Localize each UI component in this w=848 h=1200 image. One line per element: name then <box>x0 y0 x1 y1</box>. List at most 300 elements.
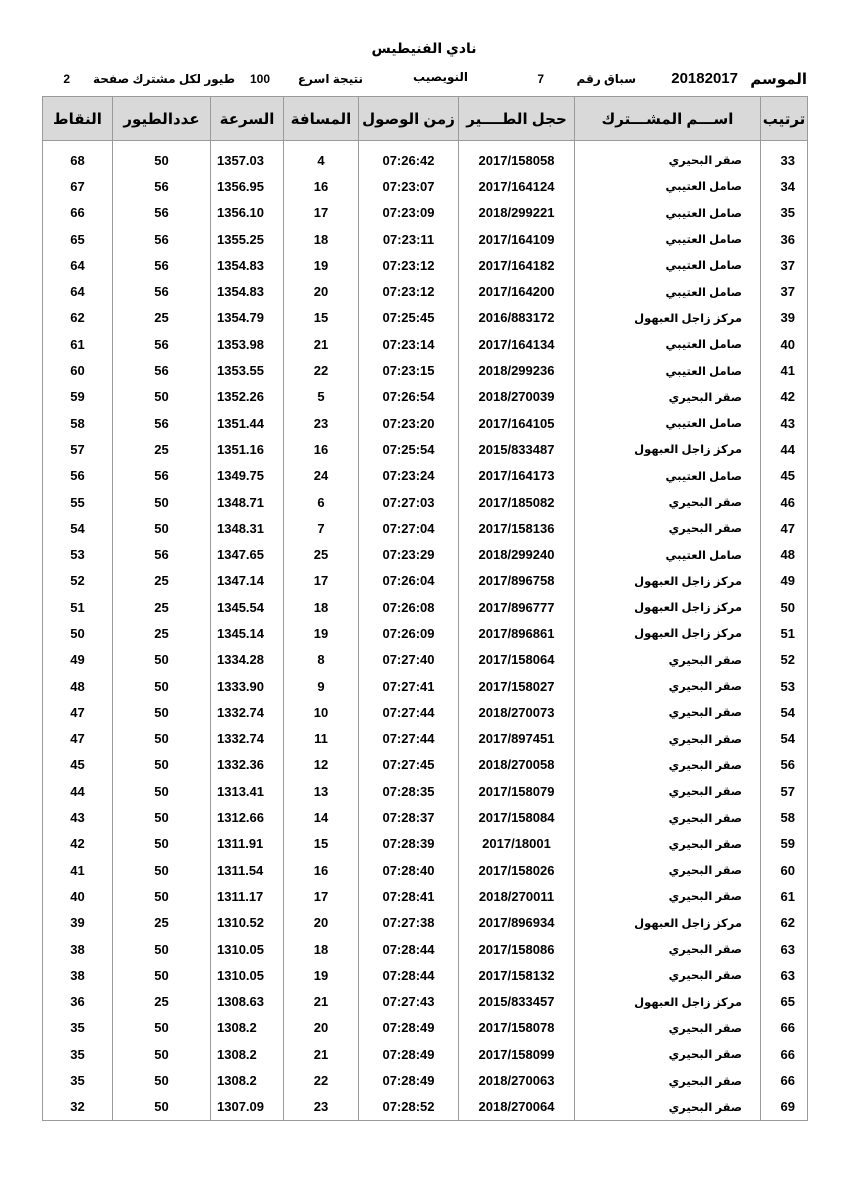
cell-ring: 2017/896861 <box>459 620 575 646</box>
cell-arrival-time: 07:26:42 <box>359 147 459 173</box>
cell-ring: 2017/158099 <box>459 1041 575 1067</box>
cell-points: 59 <box>43 384 113 410</box>
cell-ring: 2017/158026 <box>459 857 575 883</box>
col-header-ring: حجل الطــــير <box>459 97 575 141</box>
cell-birds: 25 <box>113 620 211 646</box>
table-row <box>43 252 808 278</box>
cell-arrival-time: 07:23:12 <box>359 278 459 304</box>
cell-ring: 2017/158079 <box>459 778 575 804</box>
cell-points: 38 <box>43 936 113 962</box>
season-label: الموسم <box>750 71 807 88</box>
cell-arrival-time: 07:23:09 <box>359 200 459 226</box>
cell-birds: 50 <box>113 831 211 857</box>
cell-birds: 50 <box>113 515 211 541</box>
cell-speed: 1348.31 <box>211 515 284 541</box>
race-label: سباق رقم <box>576 72 636 86</box>
cell-ring: 2018/299236 <box>459 357 575 383</box>
cell-distance: 4 <box>284 147 359 173</box>
cell-points: 55 <box>43 489 113 515</box>
cell-participant: صقر البحيري <box>575 384 761 410</box>
cell-rank: 36 <box>761 226 808 252</box>
cell-birds: 50 <box>113 489 211 515</box>
cell-birds: 56 <box>113 278 211 304</box>
cell-points: 67 <box>43 173 113 199</box>
cell-rank: 63 <box>761 936 808 962</box>
cell-distance: 25 <box>284 541 359 567</box>
table-row <box>43 673 808 699</box>
cell-speed: 1332.74 <box>211 699 284 725</box>
cell-arrival-time: 07:27:45 <box>359 752 459 778</box>
cell-participant: صقر البحيري <box>575 489 761 515</box>
cell-points: 47 <box>43 699 113 725</box>
cell-distance: 18 <box>284 226 359 252</box>
cell-participant: صقر البحيري <box>575 1094 761 1121</box>
cell-participant: صقر البحيري <box>575 1067 761 1093</box>
cell-distance: 13 <box>284 778 359 804</box>
cell-birds: 56 <box>113 252 211 278</box>
cell-participant: صامل العتيبي <box>575 410 761 436</box>
col-header-speed: السرعة <box>211 97 284 141</box>
cell-speed: 1348.71 <box>211 489 284 515</box>
col-header-rank: ترتيب <box>761 97 808 141</box>
cell-distance: 17 <box>284 200 359 226</box>
table-row <box>43 568 808 594</box>
table-row <box>43 1067 808 1093</box>
cell-birds: 50 <box>113 883 211 909</box>
cell-arrival-time: 07:27:41 <box>359 673 459 699</box>
cell-distance: 15 <box>284 831 359 857</box>
results-table <box>42 96 808 1121</box>
cell-rank: 61 <box>761 883 808 909</box>
cell-participant: صقر البحيري <box>575 673 761 699</box>
cell-participant: صقر البحيري <box>575 831 761 857</box>
cell-ring: 2017/164200 <box>459 278 575 304</box>
cell-ring: 2017/185082 <box>459 489 575 515</box>
cell-speed: 1310.05 <box>211 936 284 962</box>
table-row <box>43 384 808 410</box>
cell-ring: 2017/896777 <box>459 594 575 620</box>
col-header-distance: المسافة <box>284 97 359 141</box>
table-row <box>43 962 808 988</box>
cell-birds: 56 <box>113 331 211 357</box>
cell-points: 53 <box>43 541 113 567</box>
cell-arrival-time: 07:23:15 <box>359 357 459 383</box>
cell-points: 35 <box>43 1015 113 1041</box>
cell-participant: صقر البحيري <box>575 726 761 752</box>
cell-arrival-time: 07:26:54 <box>359 384 459 410</box>
cell-distance: 15 <box>284 305 359 331</box>
table-row <box>43 541 808 567</box>
cell-rank: 66 <box>761 1015 808 1041</box>
cell-arrival-time: 07:28:49 <box>359 1015 459 1041</box>
table-row <box>43 1015 808 1041</box>
col-header-birds: عددالطيور <box>113 97 211 141</box>
club-title: نادي الفنيطيس <box>371 40 477 56</box>
cell-ring: 2016/883172 <box>459 305 575 331</box>
cell-distance: 24 <box>284 463 359 489</box>
cell-participant: صقر البحيري <box>575 515 761 541</box>
cell-distance: 16 <box>284 436 359 462</box>
cell-birds: 25 <box>113 568 211 594</box>
cell-speed: 1351.44 <box>211 410 284 436</box>
cell-arrival-time: 07:27:40 <box>359 647 459 673</box>
cell-rank: 37 <box>761 252 808 278</box>
cell-birds: 50 <box>113 147 211 173</box>
cell-distance: 17 <box>284 883 359 909</box>
cell-speed: 1356.95 <box>211 173 284 199</box>
cell-points: 57 <box>43 436 113 462</box>
cell-ring: 2017/897451 <box>459 726 575 752</box>
table-row <box>43 936 808 962</box>
cell-speed: 1347.65 <box>211 541 284 567</box>
cell-points: 48 <box>43 673 113 699</box>
results-table-wrapper <box>42 96 807 1121</box>
cell-birds: 56 <box>113 463 211 489</box>
cell-rank: 33 <box>761 147 808 173</box>
cell-arrival-time: 07:25:54 <box>359 436 459 462</box>
cell-speed: 1357.03 <box>211 147 284 173</box>
cell-birds: 50 <box>113 699 211 725</box>
cell-arrival-time: 07:28:49 <box>359 1067 459 1093</box>
cell-participant: صقر البحيري <box>575 883 761 909</box>
cell-participant: صامل العتيبي <box>575 173 761 199</box>
cell-speed: 1353.98 <box>211 331 284 357</box>
cell-rank: 49 <box>761 568 808 594</box>
cell-participant: صقر البحيري <box>575 962 761 988</box>
cell-participant: مركز زاجل العبهول <box>575 305 761 331</box>
table-row <box>43 726 808 752</box>
cell-rank: 51 <box>761 620 808 646</box>
cell-rank: 48 <box>761 541 808 567</box>
cell-birds: 56 <box>113 173 211 199</box>
cell-distance: 19 <box>284 252 359 278</box>
cell-participant: صامل العتيبي <box>575 226 761 252</box>
cell-rank: 37 <box>761 278 808 304</box>
cell-speed: 1345.54 <box>211 594 284 620</box>
table-row <box>43 699 808 725</box>
cell-points: 45 <box>43 752 113 778</box>
cell-arrival-time: 07:28:37 <box>359 804 459 830</box>
cell-participant: صامل العتيبي <box>575 541 761 567</box>
season-value: 20182017 <box>671 70 738 87</box>
cell-rank: 50 <box>761 594 808 620</box>
cell-ring: 2017/164124 <box>459 173 575 199</box>
cell-points: 64 <box>43 278 113 304</box>
cell-arrival-time: 07:23:12 <box>359 252 459 278</box>
table-row <box>43 752 808 778</box>
cell-rank: 62 <box>761 910 808 936</box>
cell-points: 58 <box>43 410 113 436</box>
cell-speed: 1354.79 <box>211 305 284 331</box>
cell-rank: 42 <box>761 384 808 410</box>
cell-birds: 50 <box>113 647 211 673</box>
cell-participant: صقر البحيري <box>575 778 761 804</box>
cell-distance: 16 <box>284 173 359 199</box>
cell-rank: 69 <box>761 1094 808 1121</box>
cell-points: 61 <box>43 331 113 357</box>
cell-participant: مركز زاجل العبهول <box>575 910 761 936</box>
cell-rank: 40 <box>761 331 808 357</box>
cell-speed: 1351.16 <box>211 436 284 462</box>
cell-distance: 20 <box>284 910 359 936</box>
cell-birds: 50 <box>113 1015 211 1041</box>
table-row <box>43 883 808 909</box>
cell-points: 44 <box>43 778 113 804</box>
table-row <box>43 778 808 804</box>
cell-distance: 18 <box>284 936 359 962</box>
cell-distance: 19 <box>284 620 359 646</box>
cell-distance: 10 <box>284 699 359 725</box>
col-header-points: النقاط <box>43 97 113 141</box>
cell-rank: 46 <box>761 489 808 515</box>
cell-participant: مركز زاجل العبهول <box>575 620 761 646</box>
table-row <box>43 331 808 357</box>
cell-rank: 53 <box>761 673 808 699</box>
cell-speed: 1308.63 <box>211 989 284 1015</box>
cell-ring: 2017/164182 <box>459 252 575 278</box>
cell-rank: 66 <box>761 1067 808 1093</box>
cell-ring: 2018/270039 <box>459 384 575 410</box>
cell-participant: صقر البحيري <box>575 804 761 830</box>
cell-arrival-time: 07:23:11 <box>359 226 459 252</box>
cell-distance: 23 <box>284 410 359 436</box>
cell-birds: 25 <box>113 436 211 462</box>
cell-birds: 56 <box>113 541 211 567</box>
cell-distance: 16 <box>284 857 359 883</box>
cell-points: 68 <box>43 147 113 173</box>
cell-speed: 1354.83 <box>211 252 284 278</box>
cell-birds: 56 <box>113 357 211 383</box>
cell-birds: 50 <box>113 752 211 778</box>
cell-rank: 57 <box>761 778 808 804</box>
cell-speed: 1308.2 <box>211 1015 284 1041</box>
table-row <box>43 1094 808 1121</box>
cell-ring: 2017/158027 <box>459 673 575 699</box>
cell-participant: صقر البحيري <box>575 1015 761 1041</box>
cell-ring: 2017/158064 <box>459 647 575 673</box>
cell-rank: 54 <box>761 699 808 725</box>
cell-distance: 14 <box>284 804 359 830</box>
cell-distance: 12 <box>284 752 359 778</box>
table-row <box>43 173 808 199</box>
cell-points: 51 <box>43 594 113 620</box>
table-row <box>43 147 808 173</box>
cell-ring: 2017/158136 <box>459 515 575 541</box>
cell-ring: 2017/18001 <box>459 831 575 857</box>
cell-birds: 25 <box>113 594 211 620</box>
cell-arrival-time: 07:23:24 <box>359 463 459 489</box>
cell-speed: 1312.66 <box>211 804 284 830</box>
cell-participant: صقر البحيري <box>575 147 761 173</box>
cell-birds: 50 <box>113 804 211 830</box>
cell-participant: صامل العتيبي <box>575 252 761 278</box>
cell-participant: صامل العتيبي <box>575 200 761 226</box>
cell-participant: صامل العتيبي <box>575 357 761 383</box>
table-row <box>43 305 808 331</box>
cell-points: 56 <box>43 463 113 489</box>
page-number: 2 <box>63 72 70 86</box>
table-row <box>43 647 808 673</box>
cell-rank: 63 <box>761 962 808 988</box>
cell-ring: 2018/299221 <box>459 200 575 226</box>
cell-birds: 56 <box>113 200 211 226</box>
cell-ring: 2017/896758 <box>459 568 575 594</box>
cell-distance: 5 <box>284 384 359 410</box>
cell-distance: 20 <box>284 1015 359 1041</box>
cell-speed: 1310.52 <box>211 910 284 936</box>
cell-birds: 25 <box>113 305 211 331</box>
table-row <box>43 1041 808 1067</box>
cell-speed: 1353.55 <box>211 357 284 383</box>
cell-arrival-time: 07:27:04 <box>359 515 459 541</box>
cell-ring: 2018/270064 <box>459 1094 575 1121</box>
cell-birds: 25 <box>113 989 211 1015</box>
cell-rank: 35 <box>761 200 808 226</box>
cell-distance: 20 <box>284 278 359 304</box>
cell-rank: 44 <box>761 436 808 462</box>
cell-ring: 2018/270011 <box>459 883 575 909</box>
race-location: النويصيب <box>413 70 468 84</box>
cell-ring: 2017/158132 <box>459 962 575 988</box>
table-body <box>43 141 808 1121</box>
cell-speed: 1311.91 <box>211 831 284 857</box>
cell-distance: 21 <box>284 1041 359 1067</box>
table-row <box>43 857 808 883</box>
cell-arrival-time: 07:26:09 <box>359 620 459 646</box>
cell-distance: 8 <box>284 647 359 673</box>
table-row <box>43 594 808 620</box>
cell-speed: 1352.26 <box>211 384 284 410</box>
cell-rank: 43 <box>761 410 808 436</box>
col-header-participant: اســـم المشـــترك <box>575 97 761 141</box>
table-row <box>43 989 808 1015</box>
cell-birds: 50 <box>113 384 211 410</box>
cell-speed: 1308.2 <box>211 1067 284 1093</box>
cell-birds: 25 <box>113 910 211 936</box>
cell-birds: 56 <box>113 410 211 436</box>
cell-speed: 1356.10 <box>211 200 284 226</box>
cell-points: 32 <box>43 1094 113 1121</box>
cell-arrival-time: 07:28:44 <box>359 936 459 962</box>
table-row <box>43 620 808 646</box>
cell-arrival-time: 07:26:04 <box>359 568 459 594</box>
cell-arrival-time: 07:23:29 <box>359 541 459 567</box>
cell-participant: صقر البحيري <box>575 647 761 673</box>
cell-rank: 39 <box>761 305 808 331</box>
birds-per-label: طيور لكل مشترك صفحة <box>93 72 235 86</box>
cell-points: 40 <box>43 883 113 909</box>
cell-arrival-time: 07:28:41 <box>359 883 459 909</box>
cell-birds: 50 <box>113 1094 211 1121</box>
cell-arrival-time: 07:28:44 <box>359 962 459 988</box>
cell-arrival-time: 07:27:44 <box>359 699 459 725</box>
cell-ring: 2018/270073 <box>459 699 575 725</box>
cell-ring: 2017/164105 <box>459 410 575 436</box>
cell-speed: 1355.25 <box>211 226 284 252</box>
cell-speed: 1332.74 <box>211 726 284 752</box>
cell-birds: 56 <box>113 226 211 252</box>
cell-participant: مركز زاجل العبهول <box>575 989 761 1015</box>
cell-speed: 1354.83 <box>211 278 284 304</box>
cell-birds: 50 <box>113 673 211 699</box>
cell-rank: 34 <box>761 173 808 199</box>
cell-arrival-time: 07:28:49 <box>359 1041 459 1067</box>
cell-points: 60 <box>43 357 113 383</box>
cell-ring: 2017/164134 <box>459 331 575 357</box>
cell-speed: 1345.14 <box>211 620 284 646</box>
cell-ring: 2018/299240 <box>459 541 575 567</box>
cell-rank: 47 <box>761 515 808 541</box>
cell-speed: 1307.09 <box>211 1094 284 1121</box>
cell-rank: 41 <box>761 357 808 383</box>
cell-points: 47 <box>43 726 113 752</box>
cell-ring: 2017/158084 <box>459 804 575 830</box>
cell-rank: 59 <box>761 831 808 857</box>
cell-participant: صقر البحيري <box>575 752 761 778</box>
table-row <box>43 357 808 383</box>
table-row <box>43 804 808 830</box>
cell-birds: 50 <box>113 962 211 988</box>
cell-points: 35 <box>43 1067 113 1093</box>
cell-participant: صقر البحيري <box>575 1041 761 1067</box>
cell-speed: 1347.14 <box>211 568 284 594</box>
cell-speed: 1334.28 <box>211 647 284 673</box>
cell-points: 39 <box>43 910 113 936</box>
cell-birds: 50 <box>113 936 211 962</box>
cell-speed: 1311.17 <box>211 883 284 909</box>
cell-points: 41 <box>43 857 113 883</box>
table-row <box>43 226 808 252</box>
cell-ring: 2017/164173 <box>459 463 575 489</box>
cell-points: 43 <box>43 804 113 830</box>
cell-ring: 2015/833457 <box>459 989 575 1015</box>
cell-distance: 11 <box>284 726 359 752</box>
table-row <box>43 515 808 541</box>
cell-participant: صقر البحيري <box>575 857 761 883</box>
cell-speed: 1333.90 <box>211 673 284 699</box>
cell-ring: 2018/270058 <box>459 752 575 778</box>
table-row <box>43 463 808 489</box>
cell-points: 38 <box>43 962 113 988</box>
cell-ring: 2017/158058 <box>459 147 575 173</box>
cell-distance: 23 <box>284 1094 359 1121</box>
cell-distance: 17 <box>284 568 359 594</box>
cell-arrival-time: 07:28:35 <box>359 778 459 804</box>
cell-ring: 2017/158078 <box>459 1015 575 1041</box>
cell-points: 50 <box>43 620 113 646</box>
cell-participant: صامل العتيبي <box>575 463 761 489</box>
col-header-arrival: زمن الوصول <box>359 97 459 141</box>
cell-birds: 50 <box>113 857 211 883</box>
cell-distance: 19 <box>284 962 359 988</box>
cell-rank: 65 <box>761 989 808 1015</box>
cell-rank: 54 <box>761 726 808 752</box>
cell-speed: 1332.36 <box>211 752 284 778</box>
cell-points: 66 <box>43 200 113 226</box>
cell-participant: صامل العتيبي <box>575 331 761 357</box>
result-label: نتيجة اسرع <box>297 72 363 86</box>
cell-speed: 1313.41 <box>211 778 284 804</box>
cell-rank: 45 <box>761 463 808 489</box>
cell-distance: 6 <box>284 489 359 515</box>
cell-ring: 2018/270063 <box>459 1067 575 1093</box>
race-value: 7 <box>537 72 544 86</box>
cell-speed: 1349.75 <box>211 463 284 489</box>
cell-birds: 50 <box>113 1041 211 1067</box>
cell-rank: 52 <box>761 647 808 673</box>
cell-arrival-time: 07:27:44 <box>359 726 459 752</box>
cell-distance: 7 <box>284 515 359 541</box>
